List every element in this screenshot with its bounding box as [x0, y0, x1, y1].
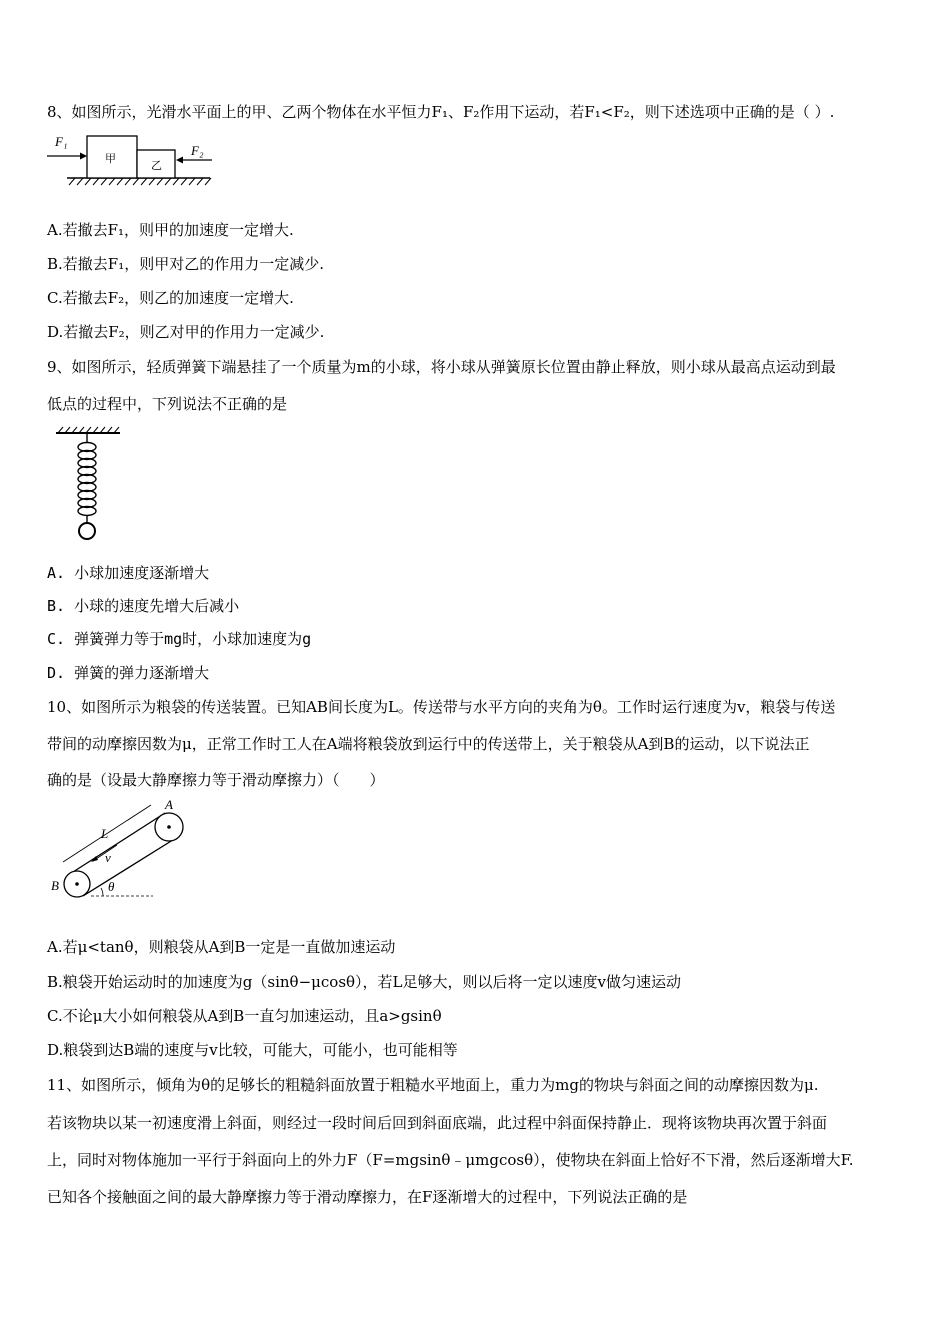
- q9-option-a: A. 小球加速度逐渐增大: [47, 564, 210, 582]
- q8-option-b: B.若撤去F₁，则甲对乙的作用力一定减少.: [47, 255, 324, 273]
- q10-stem-line1: 10、如图所示为粮袋的传送装置。已知AB间长度为L。传送带与水平方向的夹角为θ。工作时运行速度为v，粮袋与传送: [47, 698, 836, 716]
- q10-option-b: B.粮袋开始运动时的加速度为g（sinθ−μcosθ），若L足够大，则以后将一定以速度v做匀速运动: [47, 973, 681, 991]
- q10-option-c: C.不论μ大小如何粮袋从A到B一直匀加速运动，且a>gsinθ: [47, 1007, 442, 1025]
- q11-line3: 上，同时对物体施加一平行于斜面向上的外力F（F=mgsinθ﹣μmgcosθ），使物块在斜面上恰好不下滑，然后逐渐增大F.: [47, 1151, 854, 1169]
- q8-option-a: A.若撤去F₁，则甲的加速度一定增大.: [47, 221, 294, 239]
- q10-label-b: B: [51, 878, 59, 893]
- q9-option-c: C. 弹簧弹力等于mg时，小球加速度为g: [47, 630, 312, 648]
- q8-f2-label: F₂: [191, 143, 204, 158]
- q8-blocks-figure: [47, 130, 212, 188]
- q10-option-a: A.若μ<tanθ，则粮袋从A到B一定是一直做加速运动: [47, 938, 396, 956]
- q10-label-a: A: [165, 797, 173, 812]
- q8-option-c: C.若撤去F₂，则乙的加速度一定增大.: [47, 289, 294, 307]
- q10-conveyor-figure: [47, 797, 217, 900]
- q11-line2: 若该物块以某一初速度滑上斜面，则经过一段时间后回到斜面底端，此过程中斜面保持静止．现将该物块再次置于斜面: [47, 1114, 828, 1132]
- q11-line4: 已知各个接触面之间的最大静摩擦力等于滑动摩擦力，在F逐渐增大的过程中，下列说法正确的是: [47, 1188, 688, 1206]
- q11-line1: 11、如图所示，倾角为θ的足够长的粗糙斜面放置于粗糙水平地面上，重力为mg的物块与斜面之间的动摩擦因数为μ.: [47, 1076, 819, 1094]
- q10-option-d: D.粮袋到达B端的速度与v比较，可能大，可能小，也可能相等: [47, 1041, 458, 1059]
- q9-stem-line2: 低点的过程中，下列说法不正确的是: [47, 395, 288, 413]
- q9-option-b: B. 小球的速度先增大后减小: [47, 597, 240, 615]
- q10-label-l: L: [101, 826, 109, 841]
- q9-option-d: D. 弹簧的弹力逐渐增大: [47, 664, 210, 682]
- q10-stem-line2: 带间的动摩擦因数为μ，正常工作时工人在A端将粮袋放到运行中的传送带上，关于粮袋从A到B的运动，以下说法正: [47, 735, 810, 753]
- q8-f1-label: F₁: [55, 134, 68, 149]
- q10-stem-line3: 确的是（设最大静摩擦力等于滑动摩擦力）（ ）: [47, 771, 385, 789]
- q8-stem: 8、如图所示，光滑水平面上的甲、乙两个物体在水平恒力F₁、F₂作用下运动，若F₁<F₂，则下述选项中正确的是（ ）.: [47, 103, 835, 121]
- q8-block-a-label: 甲: [105, 152, 116, 165]
- q9-stem-line1: 9、如图所示，轻质弹簧下端悬挂了一个质量为m的小球，将小球从弹簧原长位置由静止释放，则小球从最高点运动到最: [47, 358, 836, 376]
- q10-label-v: v: [105, 850, 111, 865]
- q8-block-b-label: 乙: [151, 159, 162, 172]
- q8-option-d: D.若撤去F₂，则乙对甲的作用力一定减少.: [47, 323, 325, 341]
- q9-spring-figure: [52, 425, 124, 545]
- q10-label-theta: θ: [108, 879, 115, 894]
